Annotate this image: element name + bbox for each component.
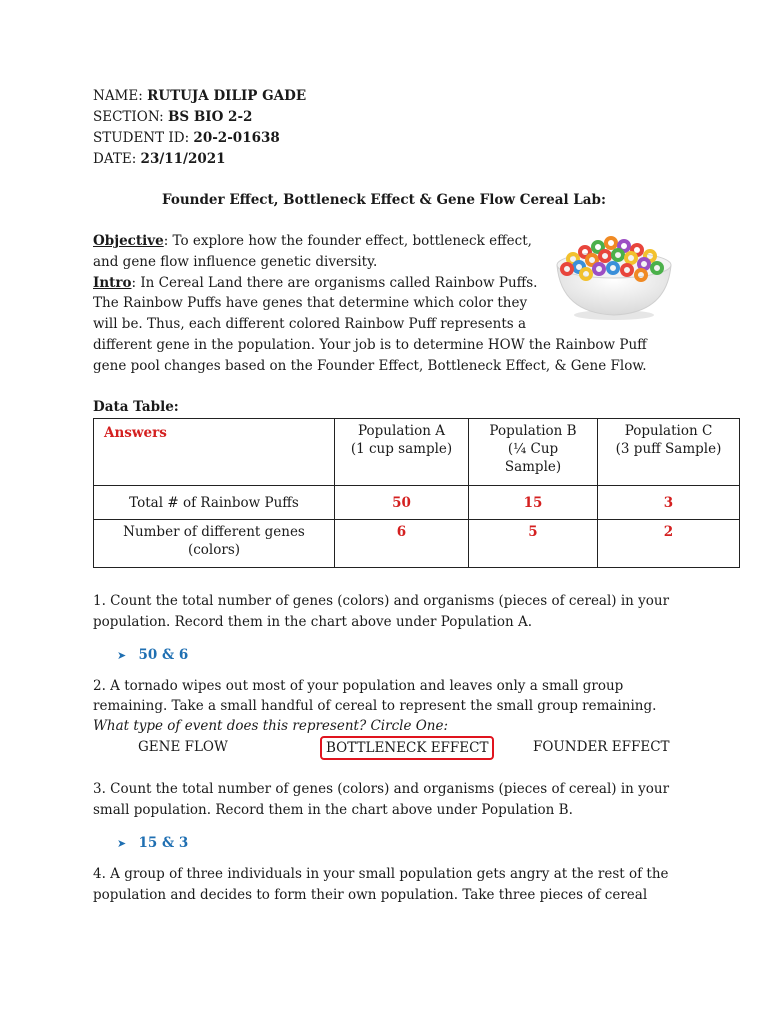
cell-total-b: 15 xyxy=(469,486,598,520)
column-header-population-b: Population B (¼ Cup Sample) xyxy=(469,419,598,486)
table-header-row xyxy=(94,419,740,486)
option-bottleneck-effect-circled: BOTTLENECK EFFECT xyxy=(320,736,494,760)
q2-line-2: remaining. Take a small handful of cereal to represent the small group remaining. xyxy=(93,698,657,714)
q3-line-1: 3. Count the total number of genes (colors) and organisms (pieces of cereal) in your xyxy=(93,781,670,797)
q1-line-2: population. Record them in the chart above under Population A. xyxy=(93,614,532,630)
q2-line-1: 2. A tornado wipes out most of your population and leaves only a small group xyxy=(93,678,624,694)
section-line xyxy=(93,107,252,128)
name-line xyxy=(93,86,306,107)
student-id-line xyxy=(93,128,280,149)
data-table xyxy=(93,418,740,568)
section-value: BS BIO 2-2 xyxy=(168,109,253,125)
intro-line-4: different gene in the population. Your job is to determine HOW the Rainbow Puff xyxy=(93,337,647,353)
table-row xyxy=(94,520,740,568)
cell-total-c: 3 xyxy=(598,486,740,520)
option-founder-effect: FOUNDER EFFECT xyxy=(533,739,670,755)
objective-label: Objective xyxy=(93,233,164,249)
cell-total-a: 50 xyxy=(335,486,469,520)
cell-genes-c: 2 xyxy=(598,520,740,568)
column-header-population-a: Population A (1 cup sample) xyxy=(335,419,469,486)
intro-line-3: will be. Thus, each different colored Rainbow Puff represents a xyxy=(93,316,527,332)
date-line xyxy=(93,149,226,170)
date-value: 23/11/2021 xyxy=(140,151,226,167)
row-label-total-puffs: Total # of Rainbow Puffs xyxy=(94,486,335,520)
cell-genes-a: 6 xyxy=(335,520,469,568)
date-label: DATE: xyxy=(93,151,141,167)
intro-line-2: The Rainbow Puffs have genes that determine which color they xyxy=(93,295,528,311)
answers-label: Answers xyxy=(94,419,335,486)
column-header-population-c: Population C (3 puff Sample) xyxy=(598,419,740,486)
cell-genes-b: 5 xyxy=(469,520,598,568)
table-row xyxy=(94,486,740,520)
data-table-label: Data Table: xyxy=(93,399,179,415)
q1-line-1: 1. Count the total number of genes (colors) and organisms (pieces of cereal) in your xyxy=(93,593,670,609)
student-id-value: 20-2-01638 xyxy=(193,130,280,146)
arrowhead-bullet-icon: ➤ xyxy=(117,649,127,662)
intro-line-5: gene pool changes based on the Founder Effect, Bottleneck Effect, & Gene Flow. xyxy=(93,358,647,374)
section-label: SECTION: xyxy=(93,109,169,125)
objective-line-1: Objective: To explore how the founder effect, bottleneck effect, xyxy=(93,233,532,249)
row-label-different-genes: Number of different genes (colors) xyxy=(94,520,335,568)
name-value: RUTUJA DILIP GADE xyxy=(147,88,307,104)
student-id-label: STUDENT ID: xyxy=(93,130,194,146)
q4-line-2: population and decides to form their own population. Take three pieces of cereal xyxy=(93,887,648,903)
name-label: NAME: xyxy=(93,88,148,104)
intro-label: Intro xyxy=(93,275,132,291)
objective-line-2: and gene flow influence genetic diversity. xyxy=(93,254,378,270)
q1-answer: ➤ 50 & 6 xyxy=(117,647,189,663)
cereal-bowl-icon xyxy=(553,225,675,321)
q3-answer: ➤ 15 & 3 xyxy=(117,835,189,851)
intro-line-1: Intro: In Cereal Land there are organisms called Rainbow Puffs. xyxy=(93,275,538,291)
arrowhead-bullet-icon: ➤ xyxy=(117,837,127,850)
option-gene-flow: GENE FLOW xyxy=(138,739,228,755)
q3-line-2: small population. Record them in the chart above under Population B. xyxy=(93,802,573,818)
q4-line-1: 4. A group of three individuals in your small population gets angry at the rest of the xyxy=(93,866,669,882)
page-title: Founder Effect, Bottleneck Effect & Gene Flow Cereal Lab: xyxy=(162,192,606,208)
q2-line-3: What type of event does this represent? Circle One: xyxy=(93,718,449,734)
